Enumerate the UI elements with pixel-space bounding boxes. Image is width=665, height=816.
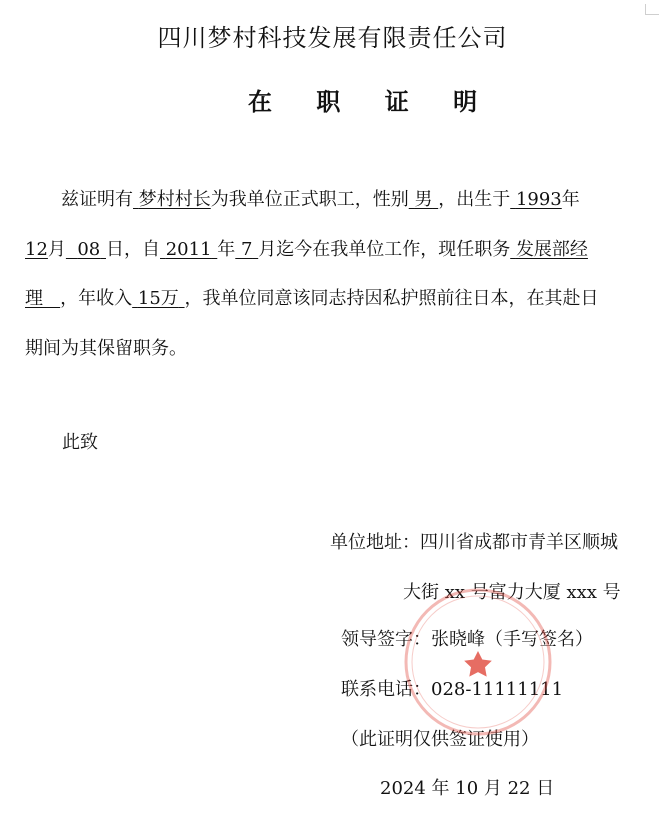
start-month: 7	[241, 239, 253, 260]
body-text: ，年收入	[60, 288, 133, 309]
job-position: 发展部经	[515, 239, 588, 260]
usage-note: （此证明仅供签证使用）	[341, 729, 539, 750]
body-line-1	[25, 187, 580, 213]
leader-signature: 领导签字：张晓峰（手写签名）	[341, 629, 593, 650]
body-text: 兹证明有	[61, 189, 133, 210]
body-text: 月迄今在我单位工作，现任职务	[258, 239, 511, 260]
body-text: ，出生于	[438, 189, 511, 210]
birth-day: 08	[77, 239, 101, 260]
body-text: 为我单位正式职工，性别	[210, 189, 409, 210]
birth-year: 1993	[515, 189, 562, 210]
company-address-line-1: 单位地址：四川省成都市青羊区顺城	[330, 532, 618, 553]
company-address-line-2: 大街 xx 号富力大厦 xxx 号	[403, 582, 621, 603]
start-year: 2011	[165, 239, 212, 260]
body-line-3	[25, 286, 599, 312]
employee-name: 梦村村长	[138, 189, 211, 210]
body-line-2	[25, 237, 588, 263]
body-text: 月	[47, 239, 66, 260]
body-text: ，我单位同意该同志持因私护照前往日本，在其赴日	[184, 288, 599, 309]
contact-phone: 联系电话：028-11111111	[341, 679, 564, 700]
body-text: 年	[561, 189, 580, 210]
company-seal-stamp	[398, 587, 558, 737]
document-title: 在 职 证 明	[248, 87, 496, 116]
body-line-4: 期间为其保留职务。	[25, 338, 187, 359]
annual-income: 15万	[137, 288, 179, 309]
employee-gender: 男	[414, 189, 433, 210]
birth-month: 12	[25, 239, 48, 260]
job-position-continued: 理	[25, 288, 43, 309]
page-corner-mark	[645, 4, 659, 15]
body-text: 日，自	[106, 239, 160, 260]
seal-star-icon	[464, 651, 492, 677]
company-name: 四川梦村科技发展有限责任公司	[157, 24, 508, 52]
closing-salutation: 此致	[62, 432, 98, 453]
body-text: 年	[217, 239, 236, 260]
issue-date: 2024 年 10 月 22 日	[380, 778, 555, 799]
